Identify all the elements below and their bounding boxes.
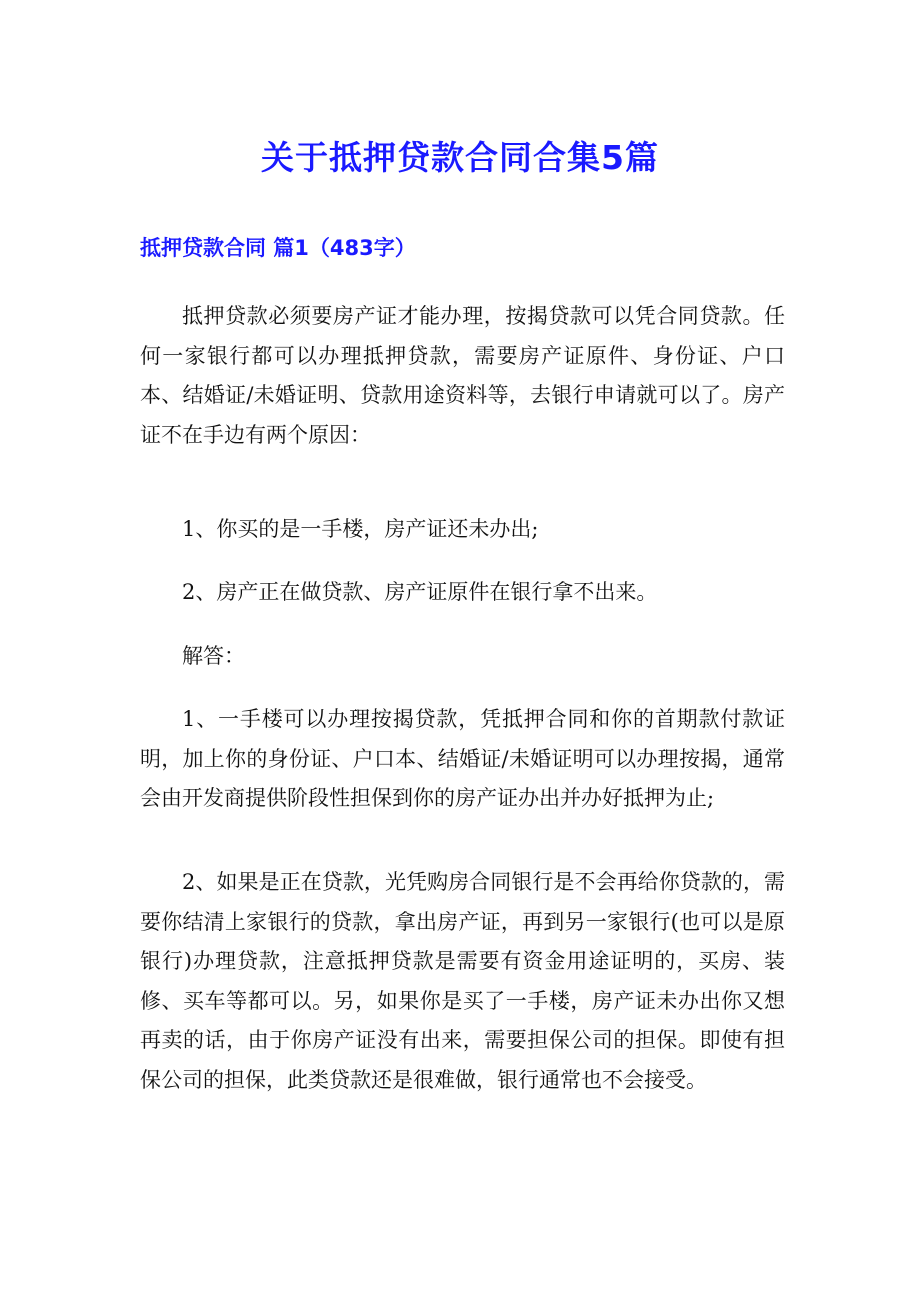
paragraph-reason-2: 2、房产正在做贷款、房产证原件在银行拿不出来。 — [182, 580, 658, 604]
document-title: 关于抵押贷款合同合集5篇 — [261, 138, 659, 177]
paragraph-answer-label: 解答： — [182, 644, 245, 668]
paragraph-answer-2: 2、如果是正在贷款，光凭购房合同银行是不会再给你贷款的，需要你结清上家银行的贷款，拿出房产证，再到另一家银行(也可以是原银行)办理贷款，注意抵押贷款是需要有资金用途证明的，买房、装修、买车等都可以。另，如果你是买了一手楼，房产证未办出你又想再卖的话，由于你房产证没有出来，需要担保公司的担保。即使有担保公司的担保，此类贷款还是很难做，银行通常也不会接受。 — [140, 870, 785, 1092]
paragraph-reason-1: 1、你买的是一手楼，房产证还未办出; — [182, 517, 539, 541]
section-heading: 抵押贷款合同 篇1（483字） — [140, 236, 416, 260]
paragraph-intro: 抵押贷款必须要房产证才能办理，按揭贷款可以凭合同贷款。任何一家银行都可以办理抵押贷款，需要房产证原件、身份证、户口本、结婚证/未婚证明、贷款用途资料等，去银行申请就可以了。房产证不在手边有两个原因： — [140, 304, 785, 447]
paragraph-answer-1: 1、一手楼可以办理按揭贷款，凭抵押合同和你的首期款付款证明，加上你的身份证、户口本、结婚证/未婚证明可以办理按揭，通常会由开发商提供阶段性担保到你的房产证办出并办好抵押为止; — [140, 707, 785, 810]
